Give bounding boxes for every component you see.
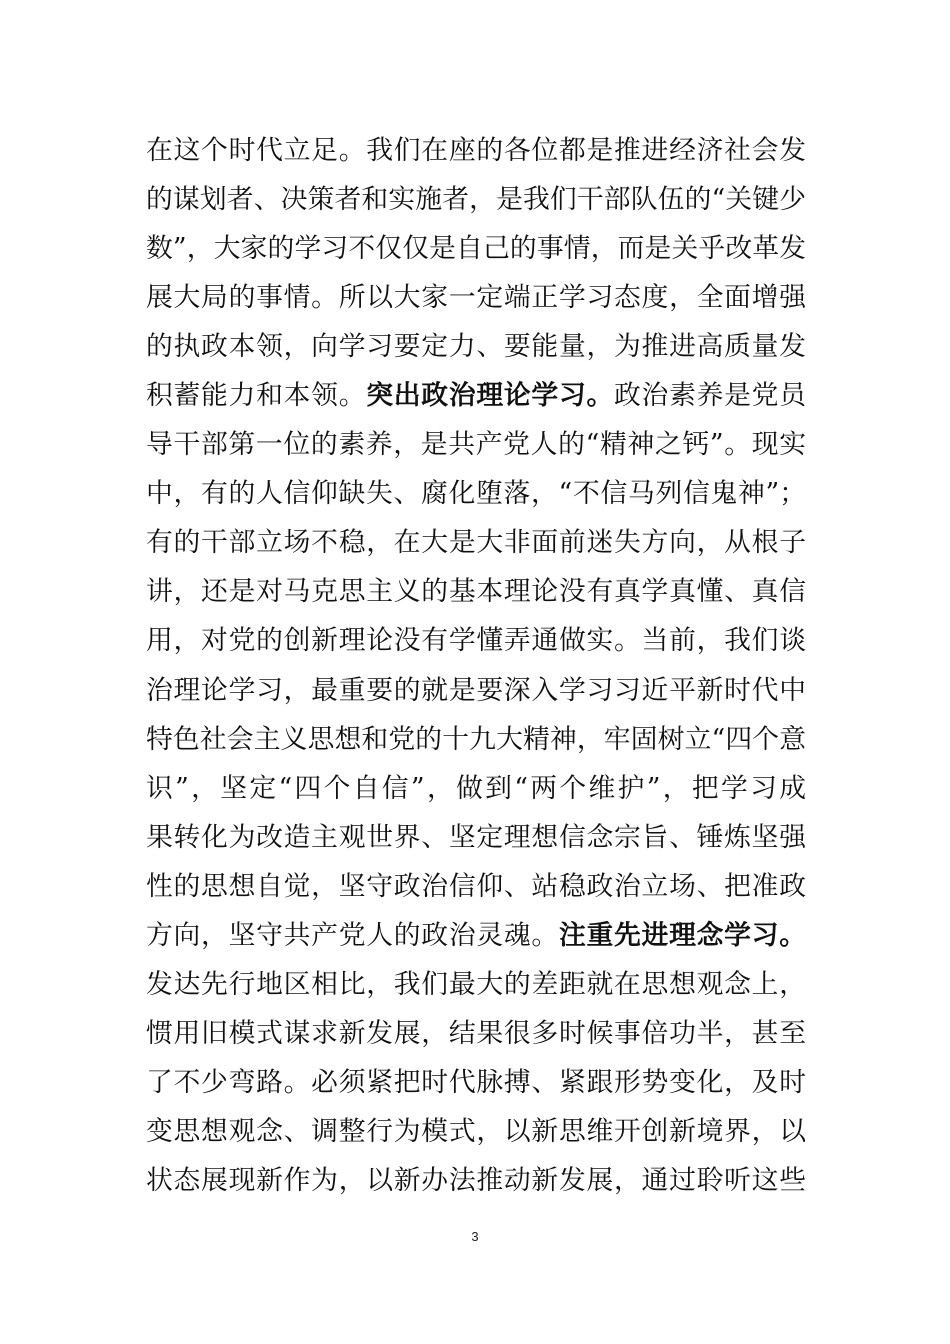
page-number: 3 — [471, 1229, 479, 1244]
text-line-content — [146, 969, 806, 1009]
text-line-content — [146, 380, 806, 420]
bold-heading-text: 突出政治理论学习。 — [366, 380, 615, 412]
text-line — [146, 813, 806, 862]
text-line-content — [146, 184, 806, 215]
text-line — [146, 322, 806, 371]
text-segment: 状态展现新作为，以新办法推动新发展，通过聆听这些 — [146, 1164, 806, 1196]
text-line-content — [146, 625, 806, 665]
text-line — [146, 764, 806, 813]
text-line-content — [146, 724, 806, 755]
text-segment: 有的干部立场不稳，在大是大非面前迷失方向，从根子 — [146, 527, 806, 559]
text-line — [146, 862, 806, 911]
text-line-content — [146, 1067, 806, 1107]
text-line-content — [146, 822, 806, 862]
text-segment: 展大局的事情。所以大家一定端正学习态度，全面增强 — [146, 282, 806, 314]
text-segment: 发达先行地区相比，我们最大的差距就在思想观念上， — [146, 968, 806, 1000]
text-segment: 惯用旧模式谋求新发展，结果很多时候事倍功半，甚至 — [146, 1017, 806, 1049]
text-line — [146, 175, 806, 224]
text-segment: 治理论学习，最重要的就是要深入学习习近平新时代中 — [146, 674, 806, 706]
text-line-content — [146, 1116, 806, 1156]
text-line — [146, 420, 806, 469]
bold-heading-text: 注重先进理念学习。 — [558, 919, 806, 951]
text-line — [146, 960, 806, 1009]
text-segment: 用，对党的创新理论没有学懂弄通做实。当前，我们谈 — [146, 625, 806, 657]
text-segment: 积蓄能力和本领。 — [146, 380, 367, 412]
text-line-content — [146, 527, 806, 567]
text-line-content — [146, 282, 806, 322]
text-line — [146, 911, 806, 960]
text-line — [146, 469, 806, 518]
text-line-content — [146, 331, 806, 371]
text-line-content — [146, 871, 806, 911]
text-line — [146, 126, 806, 175]
text-line — [146, 518, 806, 567]
text-line — [146, 1009, 806, 1058]
text-line — [146, 1107, 806, 1156]
text-line — [146, 371, 806, 420]
text-segment: 果转化为改造主观世界、坚定理想信念宗旨、锤炼坚强 — [146, 821, 806, 853]
text-segment: 讲，还是对马克思主义的基本理论没有真学真懂、真信 — [146, 576, 806, 608]
text-line — [146, 715, 806, 764]
text-line-content — [146, 920, 806, 960]
text-line — [146, 616, 806, 665]
text-segment: 识”，坚定“四个自信”，做到“两个维护”，把学习成 — [146, 772, 806, 804]
text-segment: 性的思想自觉，坚守政治信仰、站稳政治立场、把准政 — [146, 870, 806, 902]
text-line — [146, 1058, 806, 1107]
text-segment: 特色社会主义思想和党的十九大精神，牢固树立“四个意 — [146, 723, 806, 755]
text-segment: 的谋划者、决策者和实施者，是我们干部队伍的“关键少 — [146, 184, 806, 216]
text-line-content — [146, 135, 806, 175]
text-segment: 中，有的人信仰缺失、腐化堕落，“不信马列信鬼神”； — [146, 478, 806, 510]
text-line-content — [146, 576, 806, 616]
text-line-content — [146, 478, 806, 509]
text-line-content — [146, 1165, 806, 1205]
text-line — [146, 273, 806, 322]
text-line-content — [146, 233, 806, 264]
text-segment: 在这个时代立足。我们在座的各位都是推进经济社会发 — [146, 135, 806, 166]
text-line — [146, 1156, 806, 1205]
text-line-content — [146, 429, 806, 460]
body-paragraph — [146, 126, 806, 1205]
text-line-content — [146, 1018, 806, 1058]
text-line-content — [146, 773, 806, 804]
text-segment: 了不少弯路。必须紧把时代脉搏、紧跟形势变化，及时 — [146, 1066, 806, 1098]
text-line — [146, 666, 806, 715]
text-segment: 数”，大家的学习不仅仅是自己的事情，而是关乎改革发 — [146, 233, 806, 265]
text-segment: 导干部第一位的素养，是共产党人的“精神之钙”。现实 — [146, 429, 806, 461]
text-line — [146, 224, 806, 273]
text-segment: 的执政本领，向学习要定力、要能量，为推进高质量发 — [146, 331, 806, 363]
text-line — [146, 567, 806, 616]
text-segment: 政治素养是党员 — [614, 380, 806, 412]
text-line-content — [146, 675, 806, 715]
text-segment: 变思想观念、调整行为模式，以新思维开创新境界，以 — [146, 1115, 806, 1147]
text-segment: 方向，坚守共产党人的政治灵魂。 — [146, 919, 559, 951]
